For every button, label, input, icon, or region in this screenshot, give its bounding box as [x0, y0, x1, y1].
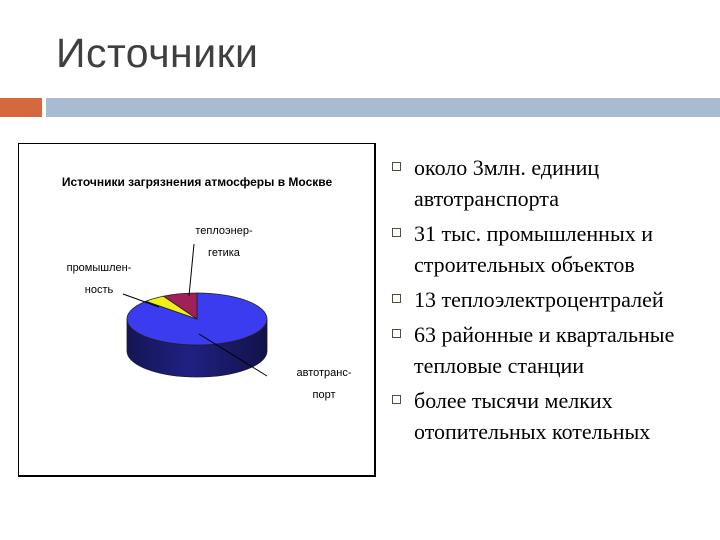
bullet-text: 13 теплоэлектроцентралей [414, 287, 664, 312]
slice-label: автотранс- [296, 367, 352, 379]
accent-bar-blue [46, 98, 720, 117]
bullet-text: более тысячи мелких отопительных котельных [414, 388, 651, 444]
bullet-item [388, 319, 718, 381]
slide-title: Источники [56, 30, 259, 76]
slice-label: гетика [208, 247, 240, 259]
chart-frame [18, 143, 376, 477]
bullet-list [388, 152, 718, 447]
bullet-item [388, 385, 718, 447]
bullet-item [388, 218, 718, 280]
bullet-item [388, 284, 718, 315]
pie-chart [19, 144, 375, 476]
accent-bar-orange [0, 98, 42, 117]
chart-title: Источники загрязнения атмосферы в Москве [61, 175, 333, 189]
bullet-item [388, 152, 718, 214]
slice-label: порт [312, 389, 336, 401]
bullet-text: 31 тыс. промышленных и строительных объектов [414, 221, 654, 277]
bullet-text: около 3млн. единиц автотранспорта [414, 155, 600, 211]
bullet-text: 63 районные и квартальные тепловые станции [414, 322, 675, 378]
slice-label: теплоэнер- [195, 225, 253, 237]
square-bullet-icon [392, 395, 401, 404]
slice-label: промышлен- [66, 262, 132, 274]
label-leader-line [189, 244, 194, 296]
square-bullet-icon [392, 329, 401, 338]
square-bullet-icon [392, 228, 401, 237]
square-bullet-icon [392, 294, 401, 303]
slice-label: ность [84, 284, 114, 296]
square-bullet-icon [392, 162, 401, 171]
